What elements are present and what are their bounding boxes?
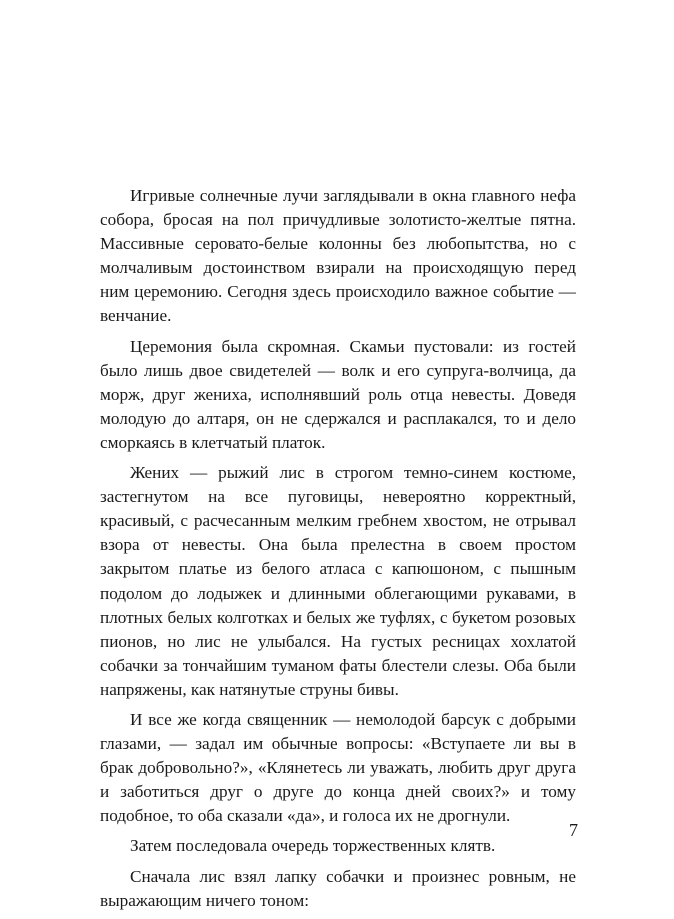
page-number: 7: [569, 820, 578, 840]
paragraph: Игривые солнечные лучи заглядывали в окна главного нефа собора, бросая на пол причудливые золотисто-желтые пятна. Массивные серовато-белые колонны без любопытства, но с молчаливым достоинством взирали на происходящую перед ним церемонию. Сегодня здесь происходило важное событие — венчание.: [100, 186, 576, 326]
body-text: [100, 184, 576, 919]
paragraph: Затем последовала очередь торжественных клятв.: [130, 836, 496, 856]
paragraph: Жених — рыжий лис в строгом темно-синем костюме, застегнутом на все пуговицы, невероятно корректный, красивый, с расчесанным мелким гребнем хвостом, не отрывал взора от невесты. Она была прелестна в своем простом закрытом платье из белого атласа с капюшоном, с пышным подолом до лодыжек и длинными облегающими рукавами, в плотных белых колготках и белых же туфлях, с букетом розовых пионов, но лис не улыбался. На густых ресницах хохлатой собачки за тончайшим туманом фаты блестели слезы. Оба были напряжены, как натянутые струны бивы.: [100, 463, 576, 699]
paragraph: И все же когда священник — немолодой барсук с добрыми глазами, — задал им обычные вопросы: «Вступаете ли вы в брак добровольно?», «Клянетесь ли уважать, любить друг друга и заботиться друг о друге до конца дней своих?» и тому подобное, то оба сказали «да», и голоса их не дрогнули.: [100, 709, 576, 826]
paragraph: Сначала лис взял лапку собачки и произнес ровным, не выражающим ничего тоном:: [100, 866, 576, 910]
paragraph: Церемония была скромная. Скамьи пустовали: из гостей было лишь двое свидетелей — волк и его супруга-волчица, да морж, друг жениха, исполнявший роль отца невесты. Доведя молодую до алтаря, он не сдержался и расплакался, то и дело сморкаясь в клетчатый платок.: [100, 336, 576, 452]
